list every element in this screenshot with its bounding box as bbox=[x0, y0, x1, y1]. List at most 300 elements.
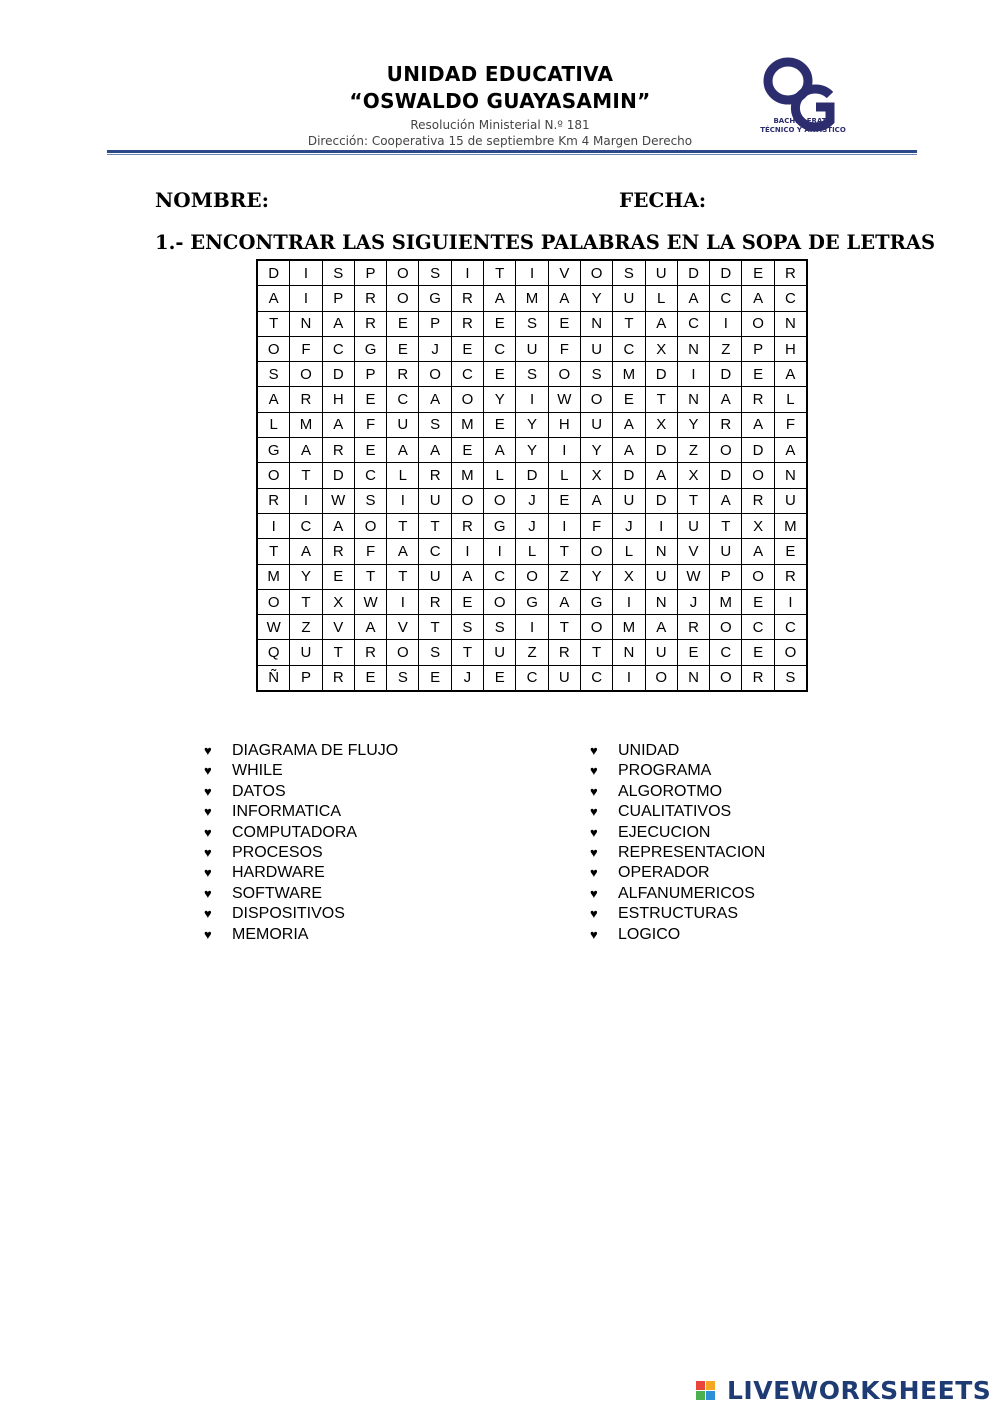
grid-cell[interactable]: P bbox=[322, 286, 354, 311]
grid-cell[interactable]: D bbox=[710, 260, 742, 286]
grid-cell[interactable]: E bbox=[354, 438, 386, 463]
grid-cell[interactable]: U bbox=[290, 640, 322, 665]
grid-cell[interactable]: A bbox=[419, 438, 451, 463]
grid-cell[interactable]: O bbox=[451, 387, 483, 412]
grid-cell[interactable]: U bbox=[387, 412, 419, 437]
grid-cell[interactable]: D bbox=[710, 362, 742, 387]
grid-cell[interactable]: H bbox=[774, 336, 807, 361]
grid-cell[interactable]: A bbox=[322, 513, 354, 538]
grid-cell[interactable]: J bbox=[419, 336, 451, 361]
grid-cell[interactable]: R bbox=[419, 589, 451, 614]
grid-cell[interactable]: A bbox=[354, 615, 386, 640]
grid-cell[interactable]: C bbox=[774, 286, 807, 311]
grid-cell[interactable]: A bbox=[580, 488, 612, 513]
grid-cell[interactable]: E bbox=[419, 665, 451, 691]
grid-cell[interactable]: A bbox=[645, 615, 677, 640]
grid-cell[interactable]: I bbox=[516, 615, 548, 640]
grid-cell[interactable]: U bbox=[645, 564, 677, 589]
grid-cell[interactable]: X bbox=[580, 463, 612, 488]
grid-cell[interactable]: U bbox=[580, 336, 612, 361]
grid-cell[interactable]: U bbox=[774, 488, 807, 513]
grid-cell[interactable]: N bbox=[774, 311, 807, 336]
grid-cell[interactable]: T bbox=[290, 463, 322, 488]
grid-cell[interactable]: X bbox=[322, 589, 354, 614]
grid-cell[interactable]: C bbox=[710, 286, 742, 311]
grid-cell[interactable]: S bbox=[419, 640, 451, 665]
grid-cell[interactable]: E bbox=[742, 362, 774, 387]
grid-cell[interactable]: D bbox=[710, 463, 742, 488]
grid-cell[interactable]: C bbox=[710, 640, 742, 665]
grid-cell[interactable]: X bbox=[645, 412, 677, 437]
grid-cell[interactable]: C bbox=[387, 387, 419, 412]
grid-cell[interactable]: O bbox=[774, 640, 807, 665]
grid-cell[interactable]: I bbox=[484, 539, 516, 564]
grid-cell[interactable]: Z bbox=[548, 564, 580, 589]
grid-cell[interactable]: U bbox=[580, 412, 612, 437]
grid-cell[interactable]: R bbox=[322, 665, 354, 691]
grid-cell[interactable]: O bbox=[548, 362, 580, 387]
grid-cell[interactable]: F bbox=[354, 539, 386, 564]
grid-cell[interactable]: P bbox=[742, 336, 774, 361]
word-text: CUALITATIVOS bbox=[618, 803, 732, 821]
grid-cell[interactable]: T bbox=[548, 615, 580, 640]
grid-cell[interactable]: O bbox=[419, 362, 451, 387]
grid-cell[interactable]: L bbox=[484, 463, 516, 488]
word-text: PROGRAMA bbox=[618, 762, 712, 780]
grid-cell[interactable]: A bbox=[774, 362, 807, 387]
grid-cell[interactable]: S bbox=[516, 362, 548, 387]
grid-cell[interactable]: U bbox=[613, 286, 645, 311]
grid-cell[interactable]: F bbox=[774, 412, 807, 437]
grid-cell[interactable]: E bbox=[387, 311, 419, 336]
grid-cell[interactable]: I bbox=[451, 260, 483, 286]
grid-cell[interactable]: A bbox=[645, 463, 677, 488]
grid-cell[interactable]: V bbox=[677, 539, 709, 564]
grid-cell[interactable]: A bbox=[613, 412, 645, 437]
grid-cell[interactable]: D bbox=[742, 438, 774, 463]
grid-cell[interactable]: J bbox=[613, 513, 645, 538]
grid-cell[interactable]: A bbox=[322, 412, 354, 437]
grid-cell[interactable]: T bbox=[580, 640, 612, 665]
grid-cell[interactable]: C bbox=[516, 665, 548, 691]
grid-cell[interactable]: F bbox=[580, 513, 612, 538]
grid-cell[interactable]: T bbox=[290, 589, 322, 614]
grid-cell[interactable]: W bbox=[548, 387, 580, 412]
grid-cell[interactable]: I bbox=[613, 589, 645, 614]
grid-cell[interactable]: U bbox=[419, 488, 451, 513]
grid-cell[interactable]: R bbox=[354, 640, 386, 665]
grid-cell[interactable]: Y bbox=[290, 564, 322, 589]
grid-cell[interactable]: M bbox=[613, 362, 645, 387]
grid-cell[interactable]: C bbox=[290, 513, 322, 538]
grid-cell[interactable]: T bbox=[257, 539, 290, 564]
grid-cell[interactable]: I bbox=[645, 513, 677, 538]
grid-cell[interactable]: L bbox=[387, 463, 419, 488]
grid-cell[interactable]: E bbox=[354, 665, 386, 691]
grid-cell[interactable]: E bbox=[742, 260, 774, 286]
grid-cell[interactable]: T bbox=[322, 640, 354, 665]
grid-cell[interactable]: I bbox=[548, 438, 580, 463]
grid-cell[interactable]: O bbox=[387, 260, 419, 286]
grid-cell[interactable]: T bbox=[419, 615, 451, 640]
grid-cell[interactable]: A bbox=[257, 387, 290, 412]
grid-cell[interactable]: E bbox=[451, 438, 483, 463]
grid-cell[interactable]: S bbox=[774, 665, 807, 691]
grid-cell[interactable]: E bbox=[354, 387, 386, 412]
grid-cell[interactable]: A bbox=[387, 438, 419, 463]
grid-cell[interactable]: U bbox=[645, 260, 677, 286]
grid-cell[interactable]: N bbox=[677, 336, 709, 361]
grid-cell[interactable]: U bbox=[613, 488, 645, 513]
grid-cell[interactable]: R bbox=[451, 513, 483, 538]
grid-cell[interactable]: E bbox=[742, 640, 774, 665]
grid-cell[interactable]: O bbox=[742, 564, 774, 589]
grid-cell[interactable]: R bbox=[322, 539, 354, 564]
grid-cell[interactable]: O bbox=[451, 488, 483, 513]
grid-cell[interactable]: A bbox=[677, 286, 709, 311]
grid-cell[interactable]: X bbox=[742, 513, 774, 538]
grid-cell[interactable]: I bbox=[710, 311, 742, 336]
grid-cell[interactable]: D bbox=[322, 362, 354, 387]
grid-cell[interactable]: T bbox=[710, 513, 742, 538]
grid-cell[interactable]: C bbox=[322, 336, 354, 361]
grid-cell[interactable]: O bbox=[645, 665, 677, 691]
grid-cell[interactable]: M bbox=[290, 412, 322, 437]
grid-cell[interactable]: I bbox=[387, 488, 419, 513]
grid-cell[interactable]: O bbox=[580, 615, 612, 640]
grid-cell[interactable]: A bbox=[290, 539, 322, 564]
grid-cell[interactable]: C bbox=[580, 665, 612, 691]
grid-cell[interactable]: M bbox=[257, 564, 290, 589]
grid-cell[interactable]: N bbox=[580, 311, 612, 336]
grid-cell[interactable]: R bbox=[774, 564, 807, 589]
grid-cell[interactable]: A bbox=[742, 539, 774, 564]
grid-cell[interactable]: W bbox=[677, 564, 709, 589]
grid-cell[interactable]: U bbox=[710, 539, 742, 564]
grid-cell[interactable]: I bbox=[516, 387, 548, 412]
grid-cell[interactable]: R bbox=[354, 311, 386, 336]
grid-cell[interactable]: A bbox=[322, 311, 354, 336]
grid-cell[interactable]: Y bbox=[580, 564, 612, 589]
grid-cell[interactable]: L bbox=[645, 286, 677, 311]
grid-cell[interactable]: M bbox=[451, 412, 483, 437]
grid-cell[interactable]: O bbox=[710, 438, 742, 463]
grid-cell[interactable]: A bbox=[257, 286, 290, 311]
grid-cell[interactable]: A bbox=[645, 311, 677, 336]
grid-cell[interactable]: U bbox=[516, 336, 548, 361]
grid-cell[interactable]: A bbox=[613, 438, 645, 463]
grid-cell[interactable]: N bbox=[613, 640, 645, 665]
grid-cell[interactable]: S bbox=[451, 615, 483, 640]
grid-cell[interactable]: E bbox=[548, 488, 580, 513]
grid-cell[interactable]: O bbox=[516, 564, 548, 589]
grid-cell[interactable]: G bbox=[257, 438, 290, 463]
grid-cell[interactable]: T bbox=[387, 513, 419, 538]
grid-cell[interactable]: O bbox=[257, 336, 290, 361]
grid-cell[interactable]: U bbox=[484, 640, 516, 665]
grid-cell[interactable]: O bbox=[580, 539, 612, 564]
grid-cell[interactable]: T bbox=[354, 564, 386, 589]
grid-cell[interactable]: J bbox=[677, 589, 709, 614]
grid-cell[interactable]: W bbox=[322, 488, 354, 513]
grid-cell[interactable]: L bbox=[774, 387, 807, 412]
grid-cell[interactable]: W bbox=[257, 615, 290, 640]
grid-cell[interactable]: L bbox=[516, 539, 548, 564]
word-list-item bbox=[204, 761, 398, 781]
grid-cell[interactable]: Y bbox=[516, 412, 548, 437]
grid-cell[interactable]: Y bbox=[580, 286, 612, 311]
grid-cell[interactable]: Z bbox=[677, 438, 709, 463]
grid-cell[interactable]: R bbox=[774, 260, 807, 286]
grid-cell[interactable]: O bbox=[387, 286, 419, 311]
word-text: LOGICO bbox=[618, 925, 681, 943]
grid-cell[interactable]: R bbox=[742, 387, 774, 412]
grid-cell[interactable]: Y bbox=[484, 387, 516, 412]
grid-cell[interactable]: R bbox=[451, 286, 483, 311]
grid-cell[interactable]: I bbox=[451, 539, 483, 564]
grid-cell[interactable]: D bbox=[645, 438, 677, 463]
grid-cell[interactable]: G bbox=[419, 286, 451, 311]
grid-cell[interactable]: E bbox=[774, 539, 807, 564]
grid-cell[interactable]: N bbox=[290, 311, 322, 336]
grid-cell[interactable]: S bbox=[484, 615, 516, 640]
grid-cell[interactable]: A bbox=[419, 387, 451, 412]
grid-cell[interactable]: R bbox=[354, 286, 386, 311]
grid-cell[interactable]: A bbox=[484, 286, 516, 311]
grid-cell[interactable]: P bbox=[354, 260, 386, 286]
grid-cell[interactable]: V bbox=[322, 615, 354, 640]
grid-cell[interactable]: O bbox=[257, 589, 290, 614]
heart-bullet-icon: ♥ bbox=[204, 885, 212, 901]
grid-cell[interactable]: A bbox=[774, 438, 807, 463]
grid-cell[interactable]: S bbox=[322, 260, 354, 286]
grid-cell[interactable]: J bbox=[451, 665, 483, 691]
grid-cell[interactable]: Ñ bbox=[257, 665, 290, 691]
grid-cell[interactable]: R bbox=[548, 640, 580, 665]
grid-cell[interactable]: D bbox=[677, 260, 709, 286]
grid-cell[interactable]: L bbox=[548, 463, 580, 488]
grid-cell[interactable]: L bbox=[613, 539, 645, 564]
grid-cell[interactable]: C bbox=[742, 615, 774, 640]
grid-cell[interactable]: T bbox=[548, 539, 580, 564]
grid-cell[interactable]: T bbox=[419, 513, 451, 538]
grid-cell[interactable]: U bbox=[677, 513, 709, 538]
grid-cell[interactable]: R bbox=[677, 615, 709, 640]
grid-cell[interactable]: P bbox=[710, 564, 742, 589]
grid-cell[interactable]: N bbox=[677, 665, 709, 691]
grid-cell[interactable]: Z bbox=[290, 615, 322, 640]
grid-cell[interactable]: F bbox=[290, 336, 322, 361]
grid-cell[interactable]: Z bbox=[710, 336, 742, 361]
grid-cell[interactable]: E bbox=[322, 564, 354, 589]
grid-cell[interactable]: C bbox=[419, 539, 451, 564]
grid-cell[interactable]: N bbox=[645, 589, 677, 614]
grid-cell[interactable]: O bbox=[710, 615, 742, 640]
grid-cell[interactable]: A bbox=[710, 387, 742, 412]
grid-cell[interactable]: E bbox=[613, 387, 645, 412]
grid-cell[interactable]: O bbox=[484, 589, 516, 614]
grid-cell[interactable]: P bbox=[290, 665, 322, 691]
grid-cell[interactable]: R bbox=[257, 488, 290, 513]
grid-cell[interactable]: I bbox=[516, 260, 548, 286]
grid-cell[interactable]: D bbox=[516, 463, 548, 488]
grid-cell[interactable]: N bbox=[645, 539, 677, 564]
grid-cell[interactable]: S bbox=[257, 362, 290, 387]
grid-cell[interactable]: C bbox=[484, 564, 516, 589]
grid-cell[interactable]: O bbox=[580, 260, 612, 286]
grid-cell[interactable]: X bbox=[645, 336, 677, 361]
grid-cell[interactable]: A bbox=[548, 589, 580, 614]
grid-cell[interactable]: E bbox=[548, 311, 580, 336]
grid-cell[interactable]: O bbox=[580, 387, 612, 412]
heart-bullet-icon: ♥ bbox=[590, 906, 598, 922]
grid-row bbox=[257, 589, 807, 614]
grid-cell[interactable]: A bbox=[451, 564, 483, 589]
word-text: WHILE bbox=[232, 762, 283, 780]
grid-cell[interactable]: F bbox=[548, 336, 580, 361]
grid-cell[interactable]: E bbox=[484, 412, 516, 437]
grid-cell[interactable]: S bbox=[419, 260, 451, 286]
grid-cell[interactable]: Z bbox=[516, 640, 548, 665]
grid-cell[interactable]: R bbox=[322, 438, 354, 463]
grid-cell[interactable]: G bbox=[516, 589, 548, 614]
grid-cell[interactable]: O bbox=[257, 463, 290, 488]
grid-cell[interactable]: T bbox=[257, 311, 290, 336]
grid-cell[interactable]: L bbox=[257, 412, 290, 437]
grid-cell[interactable]: O bbox=[742, 311, 774, 336]
grid-cell[interactable]: A bbox=[742, 412, 774, 437]
grid-cell[interactable]: O bbox=[290, 362, 322, 387]
grid-cell[interactable]: H bbox=[548, 412, 580, 437]
grid-cell[interactable]: P bbox=[354, 362, 386, 387]
grid-cell[interactable]: N bbox=[677, 387, 709, 412]
grid-cell[interactable]: F bbox=[354, 412, 386, 437]
grid-cell[interactable]: R bbox=[710, 412, 742, 437]
grid-cell[interactable]: E bbox=[677, 640, 709, 665]
grid-cell[interactable]: C bbox=[677, 311, 709, 336]
grid-cell[interactable]: O bbox=[710, 665, 742, 691]
grid-cell[interactable]: Y bbox=[516, 438, 548, 463]
grid-cell[interactable]: H bbox=[322, 387, 354, 412]
heart-bullet-icon: ♥ bbox=[204, 824, 212, 840]
grid-cell[interactable]: S bbox=[419, 412, 451, 437]
grid-cell[interactable]: O bbox=[354, 513, 386, 538]
grid-cell[interactable]: O bbox=[742, 463, 774, 488]
grid-cell[interactable]: I bbox=[257, 513, 290, 538]
grid-cell[interactable]: C bbox=[451, 362, 483, 387]
grid-cell[interactable]: D bbox=[257, 260, 290, 286]
grid-cell[interactable]: J bbox=[516, 513, 548, 538]
grid-cell[interactable]: M bbox=[774, 513, 807, 538]
grid-cell[interactable]: T bbox=[645, 387, 677, 412]
grid-cell[interactable]: C bbox=[484, 336, 516, 361]
grid-cell[interactable]: E bbox=[484, 362, 516, 387]
grid-cell[interactable]: U bbox=[548, 665, 580, 691]
grid-cell[interactable]: S bbox=[387, 665, 419, 691]
grid-cell[interactable]: E bbox=[451, 336, 483, 361]
grid-cell[interactable]: U bbox=[645, 640, 677, 665]
grid-cell[interactable]: I bbox=[290, 286, 322, 311]
grid-cell[interactable]: D bbox=[645, 488, 677, 513]
grid-cell[interactable]: O bbox=[484, 488, 516, 513]
grid-cell[interactable]: I bbox=[290, 260, 322, 286]
liveworksheets-brand[interactable]: LIVEWORKSHEETS bbox=[727, 1376, 992, 1405]
grid-cell[interactable]: T bbox=[484, 260, 516, 286]
grid-cell[interactable]: R bbox=[419, 463, 451, 488]
grid-cell[interactable]: A bbox=[484, 438, 516, 463]
grid-cell[interactable]: X bbox=[677, 463, 709, 488]
grid-cell[interactable]: G bbox=[484, 513, 516, 538]
grid-cell[interactable]: I bbox=[548, 513, 580, 538]
grid-cell[interactable]: O bbox=[387, 640, 419, 665]
grid-cell[interactable]: G bbox=[354, 336, 386, 361]
grid-cell[interactable]: I bbox=[387, 589, 419, 614]
grid-cell[interactable]: E bbox=[742, 589, 774, 614]
grid-cell[interactable]: T bbox=[387, 564, 419, 589]
grid-cell[interactable]: D bbox=[322, 463, 354, 488]
grid-cell[interactable]: T bbox=[451, 640, 483, 665]
grid-cell[interactable]: A bbox=[387, 539, 419, 564]
grid-cell[interactable]: X bbox=[613, 564, 645, 589]
grid-cell[interactable]: R bbox=[742, 665, 774, 691]
grid-cell[interactable]: R bbox=[290, 387, 322, 412]
grid-cell[interactable]: N bbox=[774, 463, 807, 488]
grid-cell[interactable]: R bbox=[451, 311, 483, 336]
grid-cell[interactable]: A bbox=[548, 286, 580, 311]
grid-cell[interactable]: E bbox=[484, 665, 516, 691]
grid-cell[interactable]: I bbox=[290, 488, 322, 513]
grid-cell[interactable]: C bbox=[354, 463, 386, 488]
grid-cell[interactable]: I bbox=[613, 665, 645, 691]
grid-cell[interactable]: Y bbox=[677, 412, 709, 437]
grid-cell[interactable]: A bbox=[742, 286, 774, 311]
grid-cell[interactable]: R bbox=[387, 362, 419, 387]
grid-cell[interactable]: E bbox=[451, 589, 483, 614]
grid-cell[interactable]: I bbox=[774, 589, 807, 614]
grid-cell[interactable]: T bbox=[677, 488, 709, 513]
heart-bullet-icon: ♥ bbox=[204, 783, 212, 799]
grid-cell[interactable]: M bbox=[516, 286, 548, 311]
grid-cell[interactable]: C bbox=[613, 336, 645, 361]
grid-cell[interactable]: S bbox=[580, 362, 612, 387]
grid-cell[interactable]: V bbox=[387, 615, 419, 640]
grid-cell[interactable]: Y bbox=[580, 438, 612, 463]
grid-cell[interactable]: A bbox=[290, 438, 322, 463]
grid-cell[interactable]: J bbox=[516, 488, 548, 513]
grid-cell[interactable]: M bbox=[613, 615, 645, 640]
grid-cell[interactable]: W bbox=[354, 589, 386, 614]
grid-cell[interactable]: S bbox=[516, 311, 548, 336]
grid-cell[interactable]: V bbox=[548, 260, 580, 286]
grid-cell[interactable]: E bbox=[387, 336, 419, 361]
grid-cell[interactable]: D bbox=[613, 463, 645, 488]
grid-cell[interactable]: S bbox=[354, 488, 386, 513]
grid-cell[interactable]: M bbox=[710, 589, 742, 614]
grid-cell[interactable]: R bbox=[742, 488, 774, 513]
grid-cell[interactable]: D bbox=[645, 362, 677, 387]
grid-cell[interactable]: U bbox=[419, 564, 451, 589]
grid-cell[interactable]: S bbox=[613, 260, 645, 286]
grid-cell[interactable]: E bbox=[484, 311, 516, 336]
grid-cell[interactable]: I bbox=[677, 362, 709, 387]
grid-cell[interactable]: M bbox=[451, 463, 483, 488]
grid-cell[interactable]: A bbox=[710, 488, 742, 513]
grid-cell[interactable]: G bbox=[580, 589, 612, 614]
grid-cell[interactable]: C bbox=[774, 615, 807, 640]
grid-cell[interactable]: P bbox=[419, 311, 451, 336]
grid-cell[interactable]: T bbox=[613, 311, 645, 336]
grid-cell[interactable]: Q bbox=[257, 640, 290, 665]
